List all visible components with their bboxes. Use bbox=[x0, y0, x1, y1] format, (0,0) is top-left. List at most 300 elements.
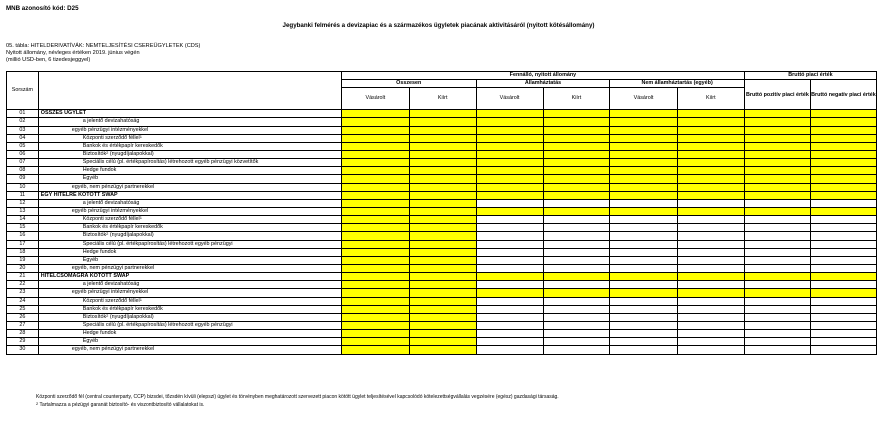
value-cell[interactable] bbox=[543, 207, 610, 215]
value-cell[interactable] bbox=[744, 330, 810, 338]
value-cell[interactable] bbox=[677, 346, 744, 354]
value-cell[interactable] bbox=[610, 264, 677, 272]
value-cell[interactable] bbox=[476, 183, 543, 191]
value-cell[interactable] bbox=[543, 142, 610, 150]
value-cell[interactable] bbox=[610, 273, 677, 281]
value-cell[interactable] bbox=[543, 126, 610, 134]
value-cell[interactable] bbox=[341, 118, 409, 126]
value-cell[interactable] bbox=[677, 248, 744, 256]
row-number: 16 bbox=[7, 232, 39, 240]
value-cell[interactable] bbox=[810, 142, 876, 150]
row-label-suffix: (nyugdíjalapokkal) bbox=[108, 232, 154, 239]
value-cell[interactable] bbox=[677, 191, 744, 199]
value-cell[interactable] bbox=[744, 240, 810, 248]
value-cell[interactable] bbox=[744, 346, 810, 354]
value-cell[interactable] bbox=[744, 264, 810, 272]
value-cell[interactable] bbox=[744, 110, 810, 118]
value-cell[interactable] bbox=[810, 232, 876, 240]
value-cell[interactable] bbox=[810, 134, 876, 142]
value-cell[interactable] bbox=[341, 191, 409, 199]
value-cell[interactable] bbox=[341, 232, 409, 240]
value-cell[interactable] bbox=[810, 175, 876, 183]
value-cell[interactable] bbox=[543, 330, 610, 338]
value-cell[interactable] bbox=[744, 305, 810, 313]
value-cell[interactable] bbox=[610, 175, 677, 183]
value-cell[interactable] bbox=[476, 321, 543, 329]
value-cell[interactable] bbox=[677, 321, 744, 329]
value-cell[interactable] bbox=[476, 240, 543, 248]
value-cell[interactable] bbox=[610, 281, 677, 289]
row-label-text: Bankok és értékpapír kereskedők bbox=[82, 224, 163, 231]
value-cell[interactable] bbox=[476, 216, 543, 224]
value-cell[interactable] bbox=[476, 264, 543, 272]
value-cell[interactable] bbox=[341, 126, 409, 134]
value-cell[interactable] bbox=[409, 232, 476, 240]
row-label-text: egyéb, nem pénzügyi partnerekkel bbox=[71, 346, 155, 353]
value-cell[interactable] bbox=[744, 199, 810, 207]
row-number: 17 bbox=[7, 240, 39, 248]
row-label bbox=[38, 321, 341, 329]
value-cell[interactable] bbox=[476, 150, 543, 158]
header-brutto-negativ: Bruttó negatív piaci érték bbox=[810, 80, 876, 110]
value-cell[interactable] bbox=[810, 167, 876, 175]
value-cell[interactable] bbox=[543, 110, 610, 118]
value-cell[interactable] bbox=[476, 159, 543, 167]
value-cell[interactable] bbox=[409, 183, 476, 191]
value-cell[interactable] bbox=[810, 313, 876, 321]
value-cell[interactable] bbox=[543, 248, 610, 256]
value-cell[interactable] bbox=[744, 150, 810, 158]
table-row bbox=[7, 159, 877, 167]
value-cell[interactable] bbox=[677, 313, 744, 321]
value-cell[interactable] bbox=[610, 159, 677, 167]
value-cell[interactable] bbox=[744, 232, 810, 240]
value-cell[interactable] bbox=[744, 321, 810, 329]
value-cell[interactable] bbox=[341, 248, 409, 256]
value-cell[interactable] bbox=[744, 273, 810, 281]
value-cell[interactable] bbox=[543, 167, 610, 175]
row-number: 19 bbox=[7, 256, 39, 264]
row-label-text: a jelentő devizahatóság bbox=[82, 281, 140, 288]
row-label-text: Bankok és értékpapír kereskedők bbox=[82, 305, 163, 312]
value-cell[interactable] bbox=[543, 338, 610, 346]
value-cell[interactable] bbox=[810, 110, 876, 118]
value-cell[interactable] bbox=[744, 175, 810, 183]
value-cell[interactable] bbox=[810, 289, 876, 297]
value-cell[interactable] bbox=[810, 207, 876, 215]
value-cell[interactable] bbox=[677, 297, 744, 305]
value-cell[interactable] bbox=[543, 346, 610, 354]
value-cell[interactable] bbox=[341, 150, 409, 158]
value-cell[interactable] bbox=[476, 305, 543, 313]
table-body bbox=[7, 110, 877, 354]
value-cell[interactable] bbox=[476, 297, 543, 305]
value-cell[interactable] bbox=[476, 191, 543, 199]
value-cell[interactable] bbox=[409, 134, 476, 142]
value-cell[interactable] bbox=[476, 142, 543, 150]
value-cell[interactable] bbox=[476, 338, 543, 346]
value-cell[interactable] bbox=[476, 248, 543, 256]
value-cell[interactable] bbox=[476, 256, 543, 264]
value-cell[interactable] bbox=[543, 118, 610, 126]
row-label-text: Hedge fundok bbox=[82, 167, 117, 174]
row-label-text: egyéb pénzügyi intézményekkel bbox=[71, 289, 149, 296]
value-cell[interactable] bbox=[341, 159, 409, 167]
row-label bbox=[38, 183, 341, 191]
subtitle-units: (millió USD-ben, 6 tizedesjeggyel) bbox=[6, 57, 91, 63]
value-cell[interactable] bbox=[677, 305, 744, 313]
value-cell[interactable] bbox=[341, 256, 409, 264]
row-number: 28 bbox=[7, 330, 39, 338]
value-cell[interactable] bbox=[744, 159, 810, 167]
value-cell[interactable] bbox=[543, 224, 610, 232]
value-cell[interactable] bbox=[677, 330, 744, 338]
value-cell[interactable] bbox=[677, 142, 744, 150]
value-cell[interactable] bbox=[543, 256, 610, 264]
value-cell[interactable] bbox=[810, 150, 876, 158]
row-label bbox=[38, 297, 341, 305]
value-cell[interactable] bbox=[476, 167, 543, 175]
value-cell[interactable] bbox=[409, 273, 476, 281]
row-label bbox=[38, 313, 341, 321]
value-cell[interactable] bbox=[341, 330, 409, 338]
value-cell[interactable] bbox=[810, 330, 876, 338]
value-cell[interactable] bbox=[409, 126, 476, 134]
value-cell[interactable] bbox=[341, 175, 409, 183]
value-cell[interactable] bbox=[677, 110, 744, 118]
value-cell[interactable] bbox=[677, 126, 744, 134]
value-cell[interactable] bbox=[341, 281, 409, 289]
value-cell[interactable] bbox=[409, 159, 476, 167]
value-cell[interactable] bbox=[610, 110, 677, 118]
row-label-text: EGY HITELRE KÖTÖTT SWAP bbox=[40, 191, 118, 198]
value-cell[interactable] bbox=[810, 346, 876, 354]
value-cell[interactable] bbox=[409, 118, 476, 126]
value-cell[interactable] bbox=[810, 118, 876, 126]
value-cell[interactable] bbox=[610, 240, 677, 248]
value-cell[interactable] bbox=[341, 289, 409, 297]
value-cell[interactable] bbox=[543, 159, 610, 167]
value-cell[interactable] bbox=[677, 224, 744, 232]
value-cell[interactable] bbox=[476, 207, 543, 215]
value-cell[interactable] bbox=[409, 297, 476, 305]
value-cell[interactable] bbox=[677, 167, 744, 175]
value-cell[interactable] bbox=[610, 224, 677, 232]
value-cell[interactable] bbox=[744, 126, 810, 134]
value-cell[interactable] bbox=[543, 199, 610, 207]
value-cell[interactable] bbox=[610, 142, 677, 150]
value-cell[interactable] bbox=[610, 134, 677, 142]
value-cell[interactable] bbox=[810, 248, 876, 256]
value-cell[interactable] bbox=[409, 305, 476, 313]
value-cell[interactable] bbox=[677, 118, 744, 126]
value-cell[interactable] bbox=[476, 330, 543, 338]
value-cell[interactable] bbox=[476, 110, 543, 118]
value-cell[interactable] bbox=[810, 191, 876, 199]
value-cell[interactable] bbox=[543, 191, 610, 199]
value-cell[interactable] bbox=[677, 256, 744, 264]
table-row bbox=[7, 191, 877, 199]
row-number: 18 bbox=[7, 248, 39, 256]
document-title: Jegybanki felmérés a devizapiac és a származékos ügyletek piacának aktivitásáról (nyitott kötésállomány) bbox=[282, 22, 595, 29]
value-cell[interactable] bbox=[476, 289, 543, 297]
value-cell[interactable] bbox=[677, 150, 744, 158]
value-cell[interactable] bbox=[409, 199, 476, 207]
value-cell[interactable] bbox=[543, 134, 610, 142]
value-cell[interactable] bbox=[409, 175, 476, 183]
value-cell[interactable] bbox=[677, 264, 744, 272]
table-row bbox=[7, 216, 877, 224]
value-cell[interactable] bbox=[744, 207, 810, 215]
value-cell[interactable] bbox=[744, 216, 810, 224]
value-cell[interactable] bbox=[744, 183, 810, 191]
value-cell[interactable] bbox=[543, 305, 610, 313]
table-row bbox=[7, 330, 877, 338]
value-cell[interactable] bbox=[677, 338, 744, 346]
value-cell[interactable] bbox=[476, 232, 543, 240]
value-cell[interactable] bbox=[610, 256, 677, 264]
value-cell[interactable] bbox=[476, 175, 543, 183]
value-cell[interactable] bbox=[677, 232, 744, 240]
value-cell[interactable] bbox=[810, 224, 876, 232]
row-label-text: Biztosítók bbox=[82, 313, 107, 320]
value-cell[interactable] bbox=[677, 183, 744, 191]
value-cell[interactable] bbox=[543, 240, 610, 248]
value-cell[interactable] bbox=[476, 346, 543, 354]
value-cell[interactable] bbox=[341, 264, 409, 272]
header-brutto: Bruttó piaci érték bbox=[744, 72, 876, 80]
header-vasarolt: Vásárolt bbox=[610, 88, 677, 110]
value-cell[interactable] bbox=[476, 199, 543, 207]
value-cell[interactable] bbox=[744, 248, 810, 256]
value-cell[interactable] bbox=[810, 216, 876, 224]
value-cell[interactable] bbox=[476, 281, 543, 289]
value-cell[interactable] bbox=[810, 126, 876, 134]
table-caption: 05. tábla: HITELDERIVATÍVÁK: NEMTELJESÍTÉSI CSEREÜGYLETEK (CDS) bbox=[6, 43, 201, 49]
subtitle-stock: Nyitott állomány, névleges értéken 2019. június végén bbox=[6, 50, 140, 56]
table-row bbox=[7, 167, 877, 175]
value-cell[interactable] bbox=[610, 216, 677, 224]
row-label-suffix: (nyugdíjalapokkal) bbox=[108, 313, 154, 320]
value-cell[interactable] bbox=[610, 305, 677, 313]
value-cell[interactable] bbox=[476, 126, 543, 134]
value-cell[interactable] bbox=[409, 240, 476, 248]
value-cell[interactable] bbox=[677, 281, 744, 289]
row-label-text: Egyéb bbox=[82, 175, 99, 182]
value-cell[interactable] bbox=[810, 273, 876, 281]
row-label-text: Egyéb bbox=[82, 338, 99, 345]
value-cell[interactable] bbox=[810, 338, 876, 346]
value-cell[interactable] bbox=[341, 110, 409, 118]
footnote-ref: 1 bbox=[139, 297, 142, 302]
value-cell[interactable] bbox=[543, 232, 610, 240]
value-cell[interactable] bbox=[810, 264, 876, 272]
value-cell[interactable] bbox=[543, 297, 610, 305]
value-cell[interactable] bbox=[610, 232, 677, 240]
value-cell[interactable] bbox=[610, 191, 677, 199]
value-cell[interactable] bbox=[341, 321, 409, 329]
value-cell[interactable] bbox=[543, 216, 610, 224]
value-cell[interactable] bbox=[744, 167, 810, 175]
value-cell[interactable] bbox=[677, 240, 744, 248]
value-cell[interactable] bbox=[341, 346, 409, 354]
value-cell[interactable] bbox=[341, 338, 409, 346]
value-cell[interactable] bbox=[677, 216, 744, 224]
table-row bbox=[7, 232, 877, 240]
value-cell[interactable] bbox=[744, 338, 810, 346]
row-label-text: egyéb, nem pénzügyi partnerekkel bbox=[71, 265, 155, 272]
table-row bbox=[7, 305, 877, 313]
row-number: 20 bbox=[7, 264, 39, 272]
row-number: 04 bbox=[7, 134, 39, 142]
value-cell[interactable] bbox=[543, 281, 610, 289]
value-cell[interactable] bbox=[744, 134, 810, 142]
table-row bbox=[7, 289, 877, 297]
value-cell[interactable] bbox=[341, 142, 409, 150]
row-number: 09 bbox=[7, 175, 39, 183]
table-row bbox=[7, 134, 877, 142]
value-cell[interactable] bbox=[610, 150, 677, 158]
value-cell[interactable] bbox=[810, 199, 876, 207]
value-cell[interactable] bbox=[610, 207, 677, 215]
value-cell[interactable] bbox=[610, 338, 677, 346]
value-cell[interactable] bbox=[610, 346, 677, 354]
value-cell[interactable] bbox=[610, 118, 677, 126]
value-cell[interactable] bbox=[543, 289, 610, 297]
value-cell[interactable] bbox=[341, 216, 409, 224]
value-cell[interactable] bbox=[476, 134, 543, 142]
value-cell[interactable] bbox=[610, 289, 677, 297]
header-vasarolt: Vásárolt bbox=[341, 88, 409, 110]
footnote-ref: 1 bbox=[139, 215, 142, 221]
value-cell[interactable] bbox=[341, 134, 409, 142]
value-cell[interactable] bbox=[409, 289, 476, 297]
row-label-text: Biztosítók bbox=[82, 151, 107, 158]
value-cell[interactable] bbox=[744, 297, 810, 305]
value-cell[interactable] bbox=[341, 167, 409, 175]
value-cell[interactable] bbox=[341, 224, 409, 232]
value-cell[interactable] bbox=[409, 256, 476, 264]
value-cell[interactable] bbox=[810, 256, 876, 264]
value-cell[interactable] bbox=[543, 264, 610, 272]
row-label bbox=[38, 150, 341, 158]
row-number: 01 bbox=[7, 110, 39, 118]
value-cell[interactable] bbox=[810, 240, 876, 248]
value-cell[interactable] bbox=[543, 175, 610, 183]
value-cell[interactable] bbox=[409, 321, 476, 329]
row-number: 25 bbox=[7, 305, 39, 313]
value-cell[interactable] bbox=[476, 313, 543, 321]
value-cell[interactable] bbox=[810, 297, 876, 305]
value-cell[interactable] bbox=[677, 175, 744, 183]
value-cell[interactable] bbox=[744, 224, 810, 232]
value-cell[interactable] bbox=[744, 281, 810, 289]
value-cell[interactable] bbox=[677, 207, 744, 215]
value-cell[interactable] bbox=[409, 191, 476, 199]
row-label-text: Speciális célú (pl. értékpapírosítás) létrehozott egyéb pénzügyi közvetítők bbox=[82, 159, 259, 166]
value-cell[interactable] bbox=[409, 313, 476, 321]
value-cell[interactable] bbox=[341, 207, 409, 215]
value-cell[interactable] bbox=[677, 273, 744, 281]
value-cell[interactable] bbox=[409, 338, 476, 346]
header-nem-allamhaz: Nem államháztartás (egyéb) bbox=[610, 80, 745, 88]
value-cell[interactable] bbox=[409, 281, 476, 289]
value-cell[interactable] bbox=[810, 281, 876, 289]
row-number: 05 bbox=[7, 142, 39, 150]
value-cell[interactable] bbox=[409, 248, 476, 256]
value-cell[interactable] bbox=[409, 216, 476, 224]
header-fennallo: Fennálló, nyitott állomány bbox=[341, 72, 744, 80]
value-cell[interactable] bbox=[543, 183, 610, 191]
value-cell[interactable] bbox=[409, 110, 476, 118]
value-cell[interactable] bbox=[744, 256, 810, 264]
value-cell[interactable] bbox=[677, 159, 744, 167]
value-cell[interactable] bbox=[610, 248, 677, 256]
header-kiirt: Kiírt bbox=[409, 88, 476, 110]
value-cell[interactable] bbox=[543, 313, 610, 321]
value-cell[interactable] bbox=[409, 224, 476, 232]
value-cell[interactable] bbox=[677, 134, 744, 142]
table-row bbox=[7, 118, 877, 126]
value-cell[interactable] bbox=[409, 142, 476, 150]
value-cell[interactable] bbox=[409, 167, 476, 175]
value-cell[interactable] bbox=[476, 224, 543, 232]
value-cell[interactable] bbox=[610, 167, 677, 175]
value-cell[interactable] bbox=[543, 150, 610, 158]
row-number: 26 bbox=[7, 313, 39, 321]
value-cell[interactable] bbox=[610, 199, 677, 207]
value-cell[interactable] bbox=[341, 313, 409, 321]
value-cell[interactable] bbox=[341, 305, 409, 313]
value-cell[interactable] bbox=[744, 118, 810, 126]
value-cell[interactable] bbox=[744, 142, 810, 150]
value-cell[interactable] bbox=[543, 273, 610, 281]
value-cell[interactable] bbox=[744, 191, 810, 199]
value-cell[interactable] bbox=[810, 159, 876, 167]
value-cell[interactable] bbox=[610, 321, 677, 329]
value-cell[interactable] bbox=[341, 240, 409, 248]
row-number: 08 bbox=[7, 167, 39, 175]
value-cell[interactable] bbox=[810, 183, 876, 191]
value-cell[interactable] bbox=[476, 118, 543, 126]
header-brutto-pozitiv: Bruttó pozitív piaci érték bbox=[744, 80, 810, 110]
row-number: 14 bbox=[7, 216, 39, 224]
value-cell[interactable] bbox=[610, 330, 677, 338]
value-cell[interactable] bbox=[610, 297, 677, 305]
value-cell[interactable] bbox=[409, 264, 476, 272]
value-cell[interactable] bbox=[810, 321, 876, 329]
value-cell[interactable] bbox=[409, 330, 476, 338]
value-cell[interactable] bbox=[744, 289, 810, 297]
value-cell[interactable] bbox=[610, 313, 677, 321]
value-cell[interactable] bbox=[810, 305, 876, 313]
value-cell[interactable] bbox=[341, 297, 409, 305]
table-row bbox=[7, 199, 877, 207]
value-cell[interactable] bbox=[677, 199, 744, 207]
value-cell[interactable] bbox=[341, 183, 409, 191]
value-cell[interactable] bbox=[610, 126, 677, 134]
value-cell[interactable] bbox=[341, 199, 409, 207]
value-cell[interactable] bbox=[409, 346, 476, 354]
value-cell[interactable] bbox=[476, 273, 543, 281]
value-cell[interactable] bbox=[409, 150, 476, 158]
value-cell[interactable] bbox=[744, 313, 810, 321]
value-cell[interactable] bbox=[677, 289, 744, 297]
value-cell[interactable] bbox=[341, 273, 409, 281]
value-cell[interactable] bbox=[409, 207, 476, 215]
value-cell[interactable] bbox=[543, 321, 610, 329]
value-cell[interactable] bbox=[610, 183, 677, 191]
